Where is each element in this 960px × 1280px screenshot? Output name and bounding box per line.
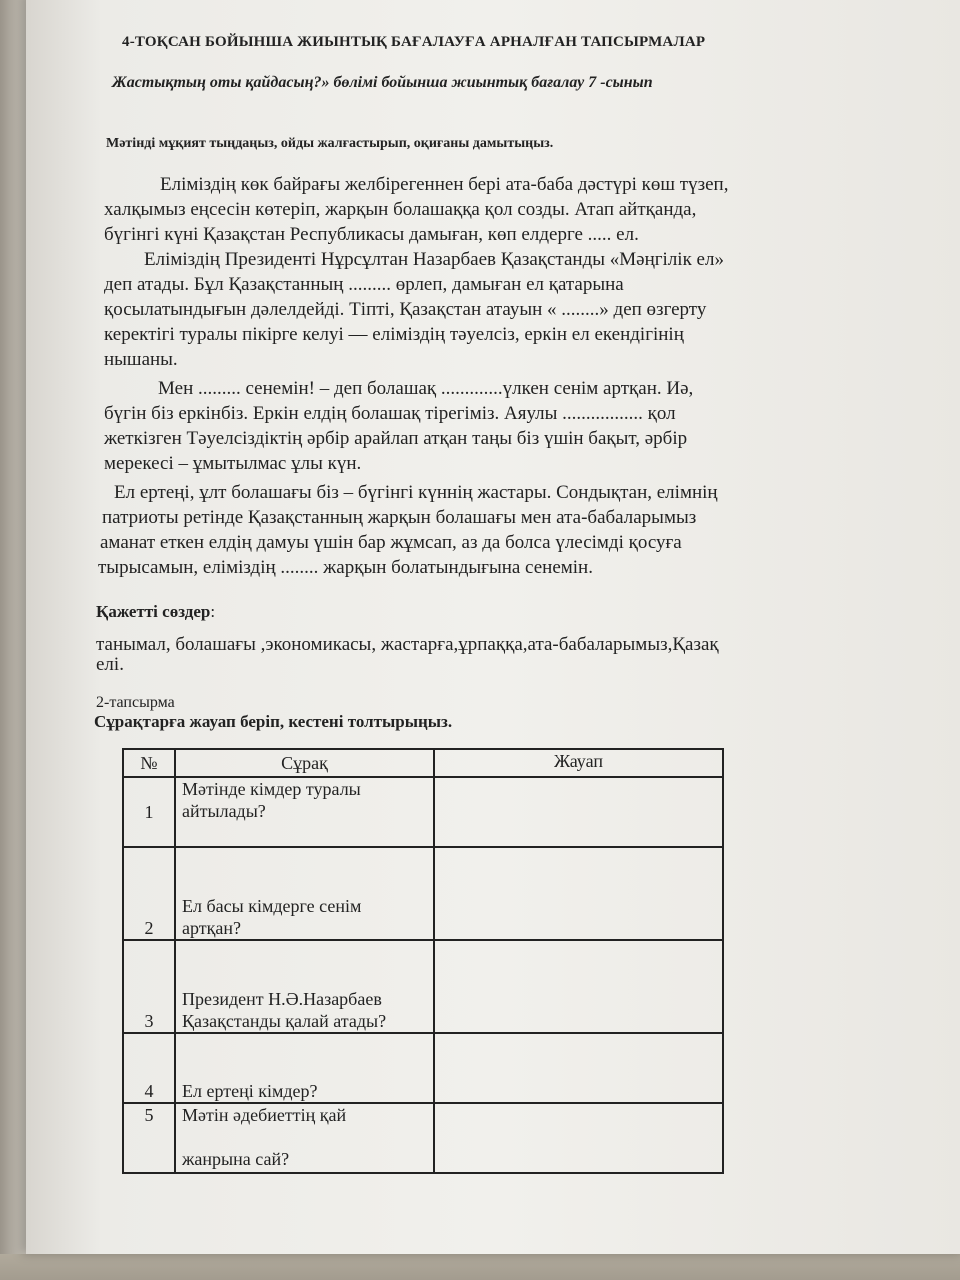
text-line: қосылатындығын дәлелдейді. Тіпті, Қазақстан атауын « ........» деп өзгерту xyxy=(104,299,707,320)
required-words-label: Қажетті сөздер xyxy=(96,602,211,621)
required-words-line2: елі. xyxy=(96,654,124,675)
row-question xyxy=(175,940,434,1033)
text-line: Ел ертеңі, ұлт болашағы біз – бүгінгі күннің жастары. Сондықтан, елімнің xyxy=(114,482,718,503)
row-number: 4 xyxy=(123,1033,175,1103)
row-number: 2 xyxy=(123,847,175,940)
task2-instruction: Сұрақтарға жауап беріп, кестені толтырыңыз. xyxy=(94,712,453,731)
desk-edge-left xyxy=(0,0,26,1280)
page-subtitle: Жастықтың оты қайдасың?» бөлімі бойынша жиынтық бағалау 7 -сынып xyxy=(112,74,653,91)
required-words-line1: танымал, болашағы ,экономикасы, жастарға,ұрпаққа,ата-бабаларымыз,Қазақ xyxy=(96,634,719,655)
text-line: патриоты ретінде Қазақстанның жарқын болашағы мен ата-бабаларымыз xyxy=(102,507,697,528)
question-line: айтылады? xyxy=(182,801,266,821)
required-words-colon: : xyxy=(210,602,216,621)
column-header-number: № xyxy=(123,749,175,777)
task1-instruction: Мәтінді мұқият тыңдаңыз, ойды жалғастырып, оқиғаны дамытыңыз. xyxy=(106,136,554,151)
text-line: Мен ......... сенемін! – деп болашақ .............үлкен сенім артқан. Иә, xyxy=(158,378,694,399)
question-table xyxy=(122,748,724,1174)
text-line: нышаны. xyxy=(104,349,178,370)
question-line: Мәтінде кімдер туралы xyxy=(182,779,361,799)
column-header-answer: Жауап xyxy=(434,749,723,777)
task2-label: 2-тапсырма xyxy=(96,694,175,711)
table-header-row xyxy=(123,749,723,777)
answer-cell[interactable] xyxy=(434,940,723,1033)
answer-cell[interactable] xyxy=(434,847,723,940)
row-number: 1 xyxy=(123,777,175,847)
text-line: тырысамын, еліміздің ........ жарқын болатындығына сенемін. xyxy=(98,557,593,578)
answer-cell[interactable] xyxy=(434,1103,723,1173)
row-number: 3 xyxy=(123,940,175,1033)
answer-cell[interactable] xyxy=(434,777,723,847)
text-line: бүгін біз еркінбіз. Еркін елдің болашақ тірегіміз. Аяулы ................. қол xyxy=(104,403,676,424)
row-question xyxy=(175,1033,434,1103)
required-words-heading xyxy=(96,602,215,622)
row-question xyxy=(175,777,434,847)
desk-edge-bottom xyxy=(0,1254,960,1280)
column-header-question: Сұрақ xyxy=(175,749,434,777)
text-line: керектігі туралы пікірге келуі — еліміздің тәуелсіз, еркін ел екендігінің xyxy=(104,324,684,345)
question-line: Қазақстанды қалай атады? xyxy=(182,1011,387,1031)
answer-cell[interactable] xyxy=(434,1033,723,1103)
question-line: Ел басы кімдерге сенім xyxy=(182,896,362,916)
question-line: жанрына сай? xyxy=(182,1149,290,1169)
text-line: аманат еткен елдің дамуы үшін бар жұмсап, аз да болса үлесімді қосуға xyxy=(100,532,682,553)
text-line: мерекесі – ұмытылмас ұлы күн. xyxy=(104,453,362,474)
row-question xyxy=(175,847,434,940)
text-line: Еліміздің Президенті Нұрсұлтан Назарбаев Қазақстанды «Мәңгілік ел» xyxy=(144,249,724,270)
table-row xyxy=(123,777,723,847)
question-line: Президент Н.Ә.Назарбаев xyxy=(182,989,382,1009)
text-line: жеткізген Тәуелсіздіктің әрбір арайлап атқан таңы біз үшін бақыт, әрбір xyxy=(104,428,688,449)
row-question xyxy=(175,1103,434,1173)
text-line: халқымыз еңсесін көтеріп, жарқын болашаққа қол созды. Атап айтқанда, xyxy=(104,199,697,220)
text-line: бүгінгі күні Қазақстан Республикасы дамыған, көп елдерге ..... ел. xyxy=(104,224,639,245)
page-title: 4-ТОҚСАН БОЙЫНША ЖИЫНТЫҚ БАҒАЛАУҒА АРНАЛҒАН ТАПСЫРМАЛАР xyxy=(122,34,706,50)
question-line: Мәтін әдебиеттің қай xyxy=(182,1105,347,1125)
table-row xyxy=(123,847,723,940)
question-line: Ел ертеңі кімдер? xyxy=(182,1081,318,1101)
question-line: артқан? xyxy=(182,918,241,938)
text-line: деп атады. Бұл Қазақстанның ......... өрлеп, дамыған ел қатарына xyxy=(104,274,624,295)
table-row xyxy=(123,1103,723,1173)
row-number: 5 xyxy=(123,1103,175,1173)
table-row xyxy=(123,940,723,1033)
table-row xyxy=(123,1033,723,1103)
text-line: Еліміздің көк байрағы желбірегеннен бері ата-баба дәстүрі көш түзеп, xyxy=(160,174,729,195)
